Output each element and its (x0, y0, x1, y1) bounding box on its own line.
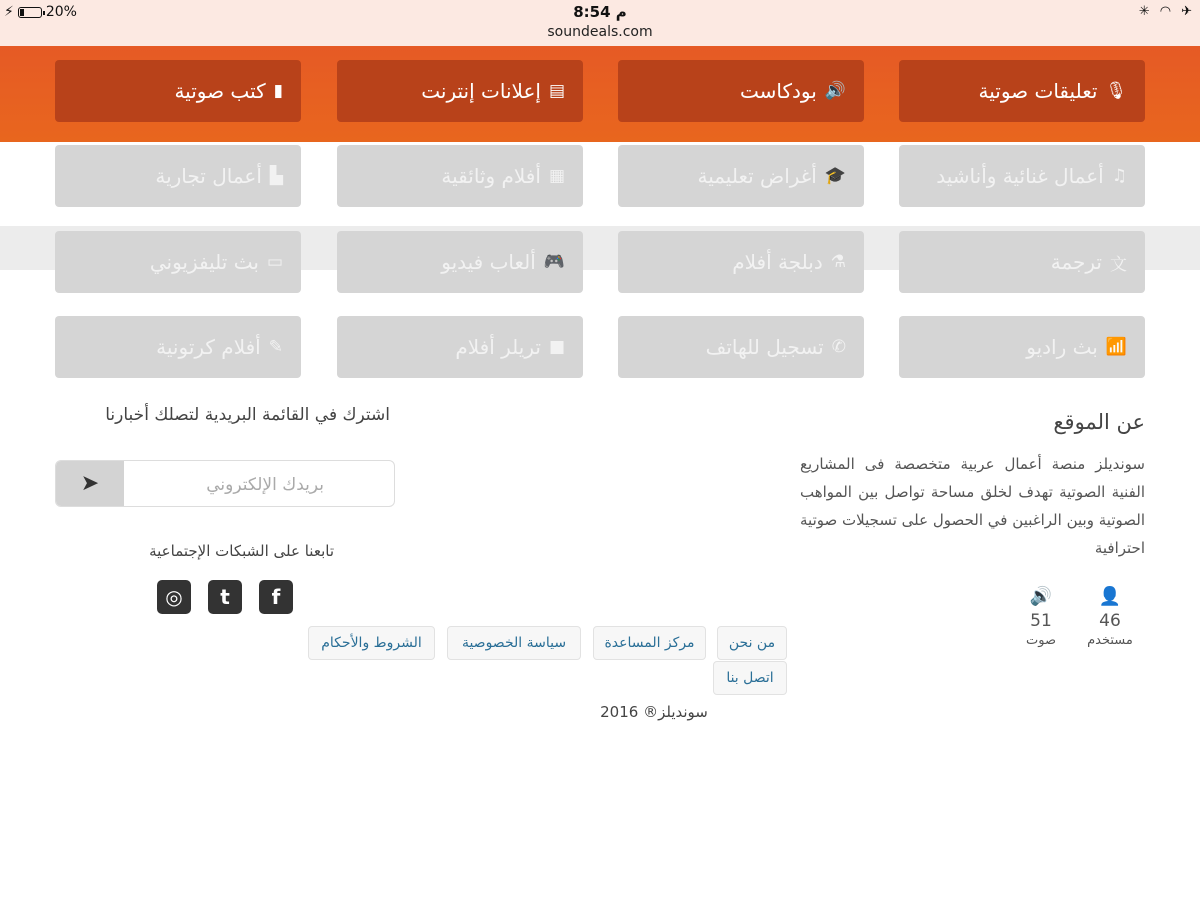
category-label: بث راديو (1026, 335, 1098, 359)
airplane-icon: ✈ (1181, 4, 1192, 19)
footer-link-terms[interactable]: الشروط والأحكام (308, 626, 435, 660)
category-label: تريلر أفلام (455, 335, 541, 359)
category-documentaries-button[interactable] (337, 145, 583, 207)
category-label: أعمال غنائية وأناشيد (936, 164, 1104, 188)
newsletter-title: اشترك في القائمة البريدية لتصلك أخبارنا (105, 405, 390, 425)
category-video-games-button[interactable] (337, 231, 583, 293)
email-field[interactable] (62, 461, 326, 507)
category-label: إعلانات إنترنت (421, 79, 541, 103)
graduation-cap-icon: 🎓 (824, 166, 846, 186)
category-phone-recording-button[interactable] (618, 316, 864, 378)
gamepad-icon: 🎮 (543, 252, 565, 272)
about-title: عن الموقع (1053, 410, 1145, 434)
microphone-icon: 🎙 (1105, 81, 1127, 101)
loading-icon: ✳ (1138, 4, 1150, 19)
voices-label: صوت (1026, 633, 1056, 648)
video-camera-icon: ■ (548, 337, 565, 357)
category-label: تسجيل للهاتف (705, 335, 824, 359)
newsletter-form (55, 460, 395, 507)
category-translation-button[interactable] (899, 231, 1145, 293)
users-count: 46 (1099, 611, 1121, 631)
speaker-icon: 🔊 (824, 81, 846, 101)
book-icon: ▮ (273, 81, 283, 101)
users-label: مستخدم (1087, 633, 1133, 648)
category-tv-broadcast-button[interactable] (55, 231, 301, 293)
magic-wand-icon: ✎ (268, 337, 283, 357)
status-icons (1139, 4, 1192, 19)
category-label: أعمال تجارية (155, 164, 262, 188)
instagram-icon[interactable]: ◎ (157, 580, 191, 614)
category-dubbing-button[interactable] (618, 231, 864, 293)
category-label: أفلام كرتونية (156, 335, 261, 359)
category-internet-ads-button[interactable] (337, 60, 583, 122)
category-label: ترجمة (1050, 250, 1102, 274)
category-trailers-button[interactable] (337, 316, 583, 378)
social-title: تابعنا على الشبكات الإجتماعية (149, 542, 334, 560)
category-label: بودكاست (740, 79, 817, 103)
category-education-button[interactable] (618, 145, 864, 207)
user-icon: 👤 (1098, 586, 1122, 607)
category-label: تعليقات صوتية (978, 79, 1098, 103)
wifi-icon: ◠ (1159, 4, 1172, 19)
category-label: كتب صوتية (174, 79, 266, 103)
flask-icon: ⚗ (830, 252, 846, 272)
copyright: سونديلز® 2016 (600, 703, 708, 721)
facebook-icon[interactable]: f (259, 580, 293, 614)
wifi-icon: 📶 (1105, 337, 1127, 357)
twitter-icon[interactable]: t (208, 580, 242, 614)
category-cartoons-button[interactable] (55, 316, 301, 378)
category-label: ألعاب فيديو (441, 250, 536, 274)
url-bar[interactable]: soundeals.com (547, 24, 653, 40)
speaker-icon: 🔊 (1029, 586, 1053, 607)
category-songs-button[interactable] (899, 145, 1145, 207)
about-text: سونديلز منصة أعمال عربية متخصصة فى المشاريع الفنية الصوتية تهدف لخلق مساحة تواصل بين المواهب الصوتية وبين الراغبين في الحصول على تسجيلات صوتية احترافية (800, 455, 1145, 557)
battery-percent: 20% (45, 4, 77, 20)
users-stat (1082, 586, 1138, 648)
category-label: دبلجة أفلام (732, 250, 823, 274)
footer-link-privacy[interactable]: سياسة الخصوصية (447, 626, 581, 660)
category-business-button[interactable] (55, 145, 301, 207)
footer-link-help[interactable]: مركز المساعدة (593, 626, 706, 660)
voices-stat (1016, 586, 1066, 648)
category-label: أغراض تعليمية (697, 164, 817, 188)
status-bar (0, 0, 1200, 46)
category-label: بث تليفزيوني (149, 250, 259, 274)
category-voice-over-button[interactable] (899, 60, 1145, 122)
category-audiobooks-button[interactable] (55, 60, 301, 122)
film-icon: ▦ (548, 166, 565, 186)
category-radio-button[interactable] (899, 316, 1145, 378)
category-podcast-button[interactable] (618, 60, 864, 122)
charging-icon: ⚡ (4, 4, 14, 20)
phone-icon: ✆ (831, 337, 846, 357)
desktop-icon: ▭ (266, 252, 283, 272)
clock: 8:54 م (573, 3, 627, 21)
industry-icon: ▙ (269, 166, 283, 186)
footer-link-contact[interactable]: اتصل بنا (713, 661, 787, 695)
paper-plane-icon: ➤ (80, 471, 100, 496)
music-icon: ♫ (1111, 166, 1127, 186)
category-label: أفلام وثائقية (441, 164, 541, 188)
voices-count: 51 (1030, 611, 1052, 631)
language-icon: 文 (1110, 254, 1127, 275)
footer-link-about[interactable]: من نحن (717, 626, 787, 660)
map-icon: ▤ (548, 81, 565, 101)
